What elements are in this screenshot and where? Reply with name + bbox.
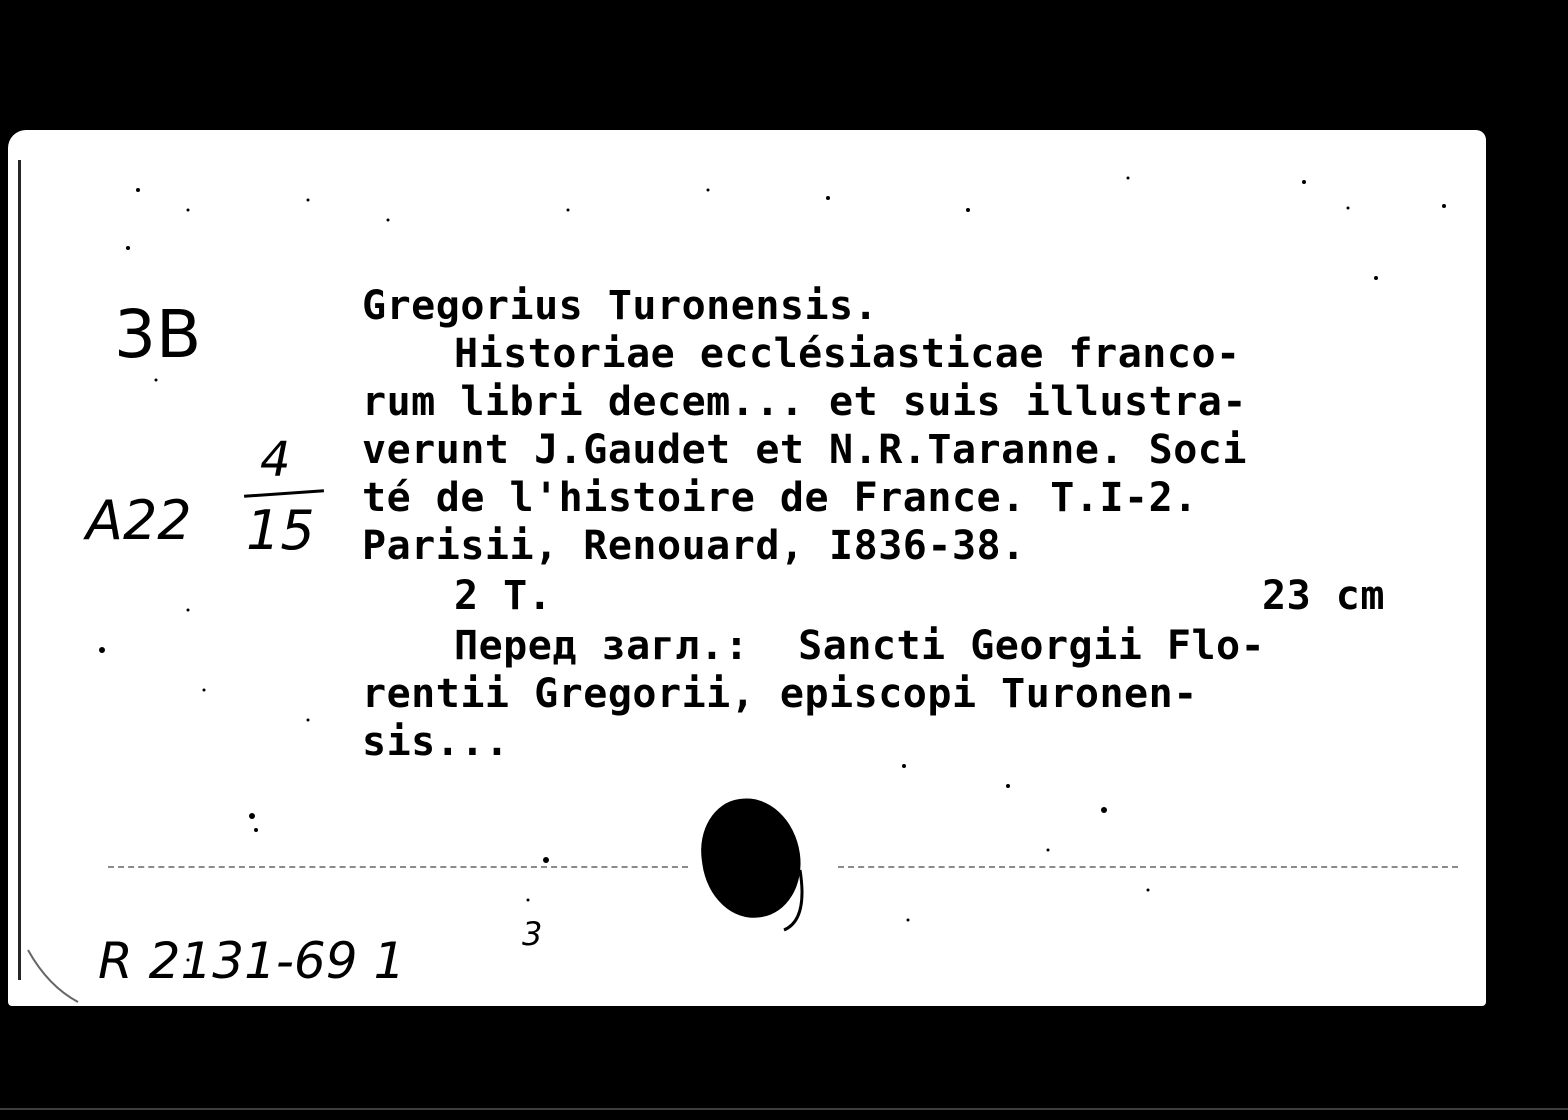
note-line: sis... (362, 719, 510, 765)
card-rule-right (838, 866, 1458, 868)
size: 23 cm (1262, 573, 1385, 619)
catalog-card (8, 130, 1486, 1006)
title-line: verunt J.Gaudet et N.R.Taranne. Soci (362, 427, 1247, 473)
shelf-denominator: 15 (246, 499, 315, 562)
title-line: rum libri decem... et suis illustra- (362, 379, 1247, 425)
title-line: Parisii, Renouard, I836-38. (362, 523, 1026, 569)
inventory-superscript: 3 (522, 915, 543, 953)
volumes: 2 T. (454, 573, 553, 619)
card-rule-left (108, 866, 688, 868)
title-line: Historiae ecclésiasticae franco- (454, 331, 1241, 377)
shelf-prefix: A22 (86, 489, 192, 552)
inventory-number: R 2131-69 1 (98, 932, 406, 990)
entry-heading: Gregorius Turonensis. (362, 283, 879, 329)
note-line: Перед загл.: Sancti Georgii Flo- (454, 623, 1266, 669)
title-line: té de l'histoire de France. T.I-2. (362, 475, 1198, 521)
note-line: rentii Gregorii, episcopi Turonen- (362, 671, 1198, 717)
shelf-numerator: 4 (260, 432, 291, 488)
scanner-edge (0, 1108, 1568, 1110)
class-mark: 3B (114, 296, 202, 373)
